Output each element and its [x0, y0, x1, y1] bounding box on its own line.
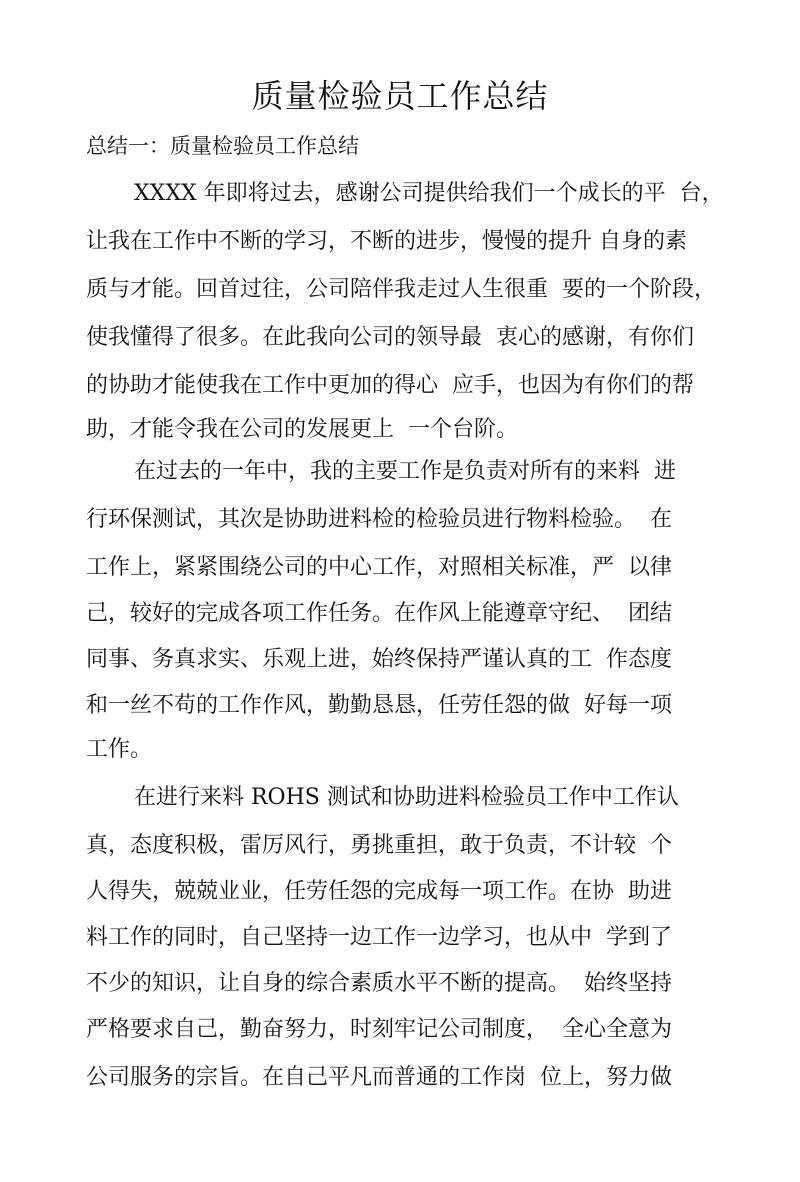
body-line-3: 质与才能。回首过往，公司陪伴我走过人生很重 要的一个阶段， — [86, 277, 716, 302]
section-subtitle: 总结一：质量检验员工作总结 — [86, 134, 359, 158]
body-line-14: 在进行来料 ROHS 测试和协助进料检验员工作中工作认 — [134, 785, 679, 810]
body-line-12: 和一丝不苟的工作作风，勤勤恳恳，任劳任怨的做 好每一项 — [86, 693, 672, 718]
body-line-18: 不少的知识，让自身的综合素质水平不断的提高。 始终坚持 — [86, 971, 672, 996]
body-line-16: 人得失，兢兢业业，任劳任怨的完成每一项工作。在协 助进 — [86, 879, 672, 904]
body-line-1: XXXX 年即将过去，感谢公司提供给我们一个成长的平 台， — [134, 181, 724, 206]
body-line-13: 工作。 — [86, 737, 153, 762]
body-line-4: 使我懂得了很多。在此我向公司的领导最 衷心的感谢，有你们 — [86, 325, 694, 350]
body-line-19: 严格要求自己，勤奋努力，时刻牢记公司制度， 全心全意为 — [86, 1017, 672, 1042]
body-line-9: 工作上，紧紧围绕公司的中心工作，对照相关标准，严 以律 — [86, 555, 672, 580]
body-line-11: 同事、务真求实、乐观上进，始终保持严谨认真的工 作态度 — [86, 647, 672, 672]
body-line-5: 的协助才能使我在工作中更加的得心 应手，也因为有你们的帮 — [86, 373, 694, 398]
body-line-17: 料工作的同时，自己坚持一边工作一边学习，也从中 学到了 — [86, 925, 672, 950]
body-line-10: 己，较好的完成各项工作任务。在作风上能遵章守纪、 团结 — [86, 601, 672, 626]
body-line-8: 行环保测试，其次是协助进料检的检验员进行物料检验。 在 — [86, 507, 672, 532]
document-title: 质量检验员工作总结 — [251, 77, 549, 115]
body-line-15: 真，态度积极，雷厉风行，勇挑重担，敢于负责，不计较 个 — [86, 833, 672, 858]
body-line-7: 在过去的一年中，我的主要工作是负责对所有的来料 进 — [134, 459, 676, 484]
body-line-2: 让我在工作中不断的学习，不断的进步，慢慢的提升 自身的素 — [86, 229, 687, 254]
body-line-20: 公司服务的宗旨。在自己平凡而普通的工作岗 位上，努力做 — [86, 1065, 672, 1090]
body-line-6: 助，才能令我在公司的发展更上 一个台阶。 — [86, 417, 518, 442]
